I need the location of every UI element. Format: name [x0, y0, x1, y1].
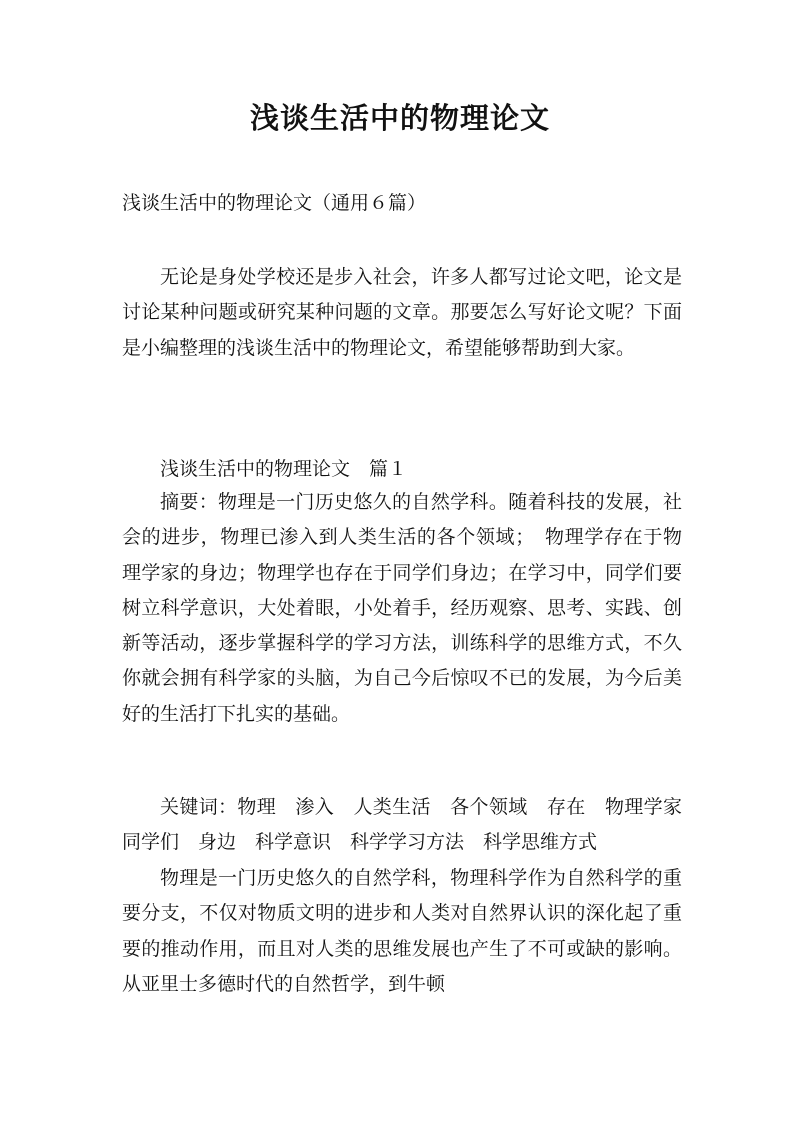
document-subtitle: 浅谈生活中的物理论文（通用６篇）: [122, 192, 427, 214]
intro-paragraph: 无论是身处学校还是步入社会，许多人都写过论文吧，论文是讨论某种问题或研究某种问题的文章。那要怎么写好论文呢？下面是小编整理的浅谈生活中的物理论文，希望能够帮助到大家。: [122, 266, 682, 359]
section-heading: 浅谈生活中的物理论文 篇１: [160, 458, 408, 480]
body-paragraph: 物理是一门历史悠久的自然学科，物理科学作为自然科学的重要分支，不仅对物质文明的进步和人类对自然界认识的深化起了重要的推动作用，而且对人类的思维发展也产生了不可或缺的影响。从亚里士多德时代的自然哲学，到牛顿: [122, 867, 682, 995]
keywords-paragraph: 关键词：物理 渗入 人类生活 各个领域 存在 物理学家 同学们 身边 科学意识 科学学习方法 科学思维方式: [122, 796, 702, 854]
abstract-paragraph: 摘要：物理是一门历史悠久的自然学科。随着科技的发展，社会的进步，物理已渗入到人类生活的各个领域； 物理学存在于物理学家的身边；物理学也存在于同学们身边；在学习中，同学们要树立科学意识，大处着眼，小处着手，经历观察、思考、实践、创新等活动，逐步掌握科学的学习方法，训练科学的思维方式，不久你就会拥有科学家的头脑，为自己今后惊叹不已的发展，为今后美好的生活打下扎实的基础。: [122, 491, 682, 725]
document-title: 浅谈生活中的物理论文: [249, 101, 550, 135]
